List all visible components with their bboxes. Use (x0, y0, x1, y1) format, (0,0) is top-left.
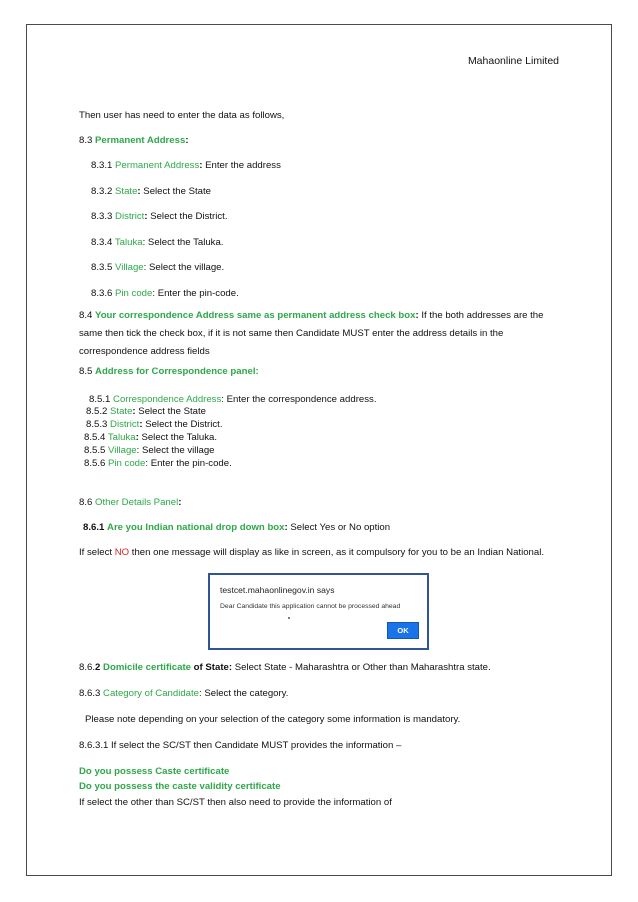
section-text: If the both addresses are the same then tick the check box, if it is not same then Candidate MUST enter the address details in the correspondence address fields (79, 310, 544, 357)
item-8-6-2 (79, 662, 491, 674)
item-8-5-1 (89, 394, 376, 406)
item-number: 8.5.4 (84, 432, 106, 443)
colon: : (132, 406, 136, 417)
item-label: Taluka (107, 432, 136, 443)
item-8-5-6 (84, 458, 232, 470)
item-text: Select State - Maharashtra or Other than Maharashtra state. (232, 662, 491, 673)
item-8-5-5 (84, 445, 215, 457)
text-part: then one message will display as like in screen, as it compulsory for you to be an Indian National. (129, 547, 545, 558)
item-8-3-2 (91, 186, 211, 198)
colon: : (144, 211, 148, 222)
item-8-5-2 (86, 406, 206, 418)
item-8-3-1 (91, 160, 281, 172)
item-text: Select the category. (201, 688, 289, 699)
item-number: 8.3.3 (91, 211, 113, 222)
colon: : (185, 135, 189, 146)
colon: : (136, 445, 140, 456)
other-category-text: If select the other than SC/ST then also need to provide the information of (79, 797, 392, 808)
item-label: Correspondence Address (113, 394, 222, 405)
item-8-3-5 (91, 262, 224, 274)
colon: : (199, 688, 202, 699)
item-text: Select the State (135, 406, 207, 417)
item-label: State (110, 406, 133, 417)
colon: : (152, 288, 156, 299)
colon: : (139, 419, 143, 430)
item-number: 8.3.1 (91, 160, 113, 171)
section-8-6-heading (79, 497, 181, 509)
no-option-text (79, 547, 544, 559)
item-label: Village (108, 445, 137, 456)
item-number: 8.6.3 (79, 688, 101, 699)
colon: : (137, 186, 141, 197)
item-text: Select the Taluka. (145, 237, 224, 248)
item-text: Select the village. (146, 262, 225, 273)
item-text: Enter the pin-code. (148, 458, 232, 469)
section-title: Other Details Panel (95, 497, 179, 508)
item-number: 8.3.2 (91, 186, 113, 197)
section-title: Address for Correspondence panel: (95, 366, 259, 377)
section-number: 8.6 (79, 497, 93, 508)
colon: : (221, 394, 224, 405)
section-number: 8.3 (79, 135, 93, 146)
item-8-5-3 (86, 419, 223, 431)
item-label: Category of Candidate (103, 688, 200, 699)
item-8-6-3 (79, 688, 288, 700)
item-text: Enter the address (202, 160, 281, 171)
item-number: 8.5.2 (86, 406, 108, 417)
item-label: Pin code (115, 288, 153, 299)
item-label: Are you Indian national drop down box (107, 522, 285, 533)
section-8-5-heading (79, 366, 259, 378)
item-number: 8.5.5 (84, 445, 106, 456)
caste-certificate-question: Do you possess Caste certificate (79, 766, 230, 777)
item-label: Taluka (114, 237, 143, 248)
item-number: 8.6.1 (83, 522, 105, 533)
dialog-dot (288, 617, 290, 619)
item-text: Select the State (140, 186, 212, 197)
item-text: Enter the correspondence address. (223, 394, 377, 405)
colon: : (143, 262, 147, 273)
item-8-3-6 (91, 288, 239, 300)
item-8-6-3-1: 8.6.3.1 If select the SC/ST then Candidate MUST provides the information – (79, 740, 402, 751)
item-label: Domicile certificate (103, 662, 192, 673)
intro-text: Then user has need to enter the data as follows, (79, 110, 285, 121)
item-text: Select the District. (147, 211, 228, 222)
category-note: Please note depending on your selection of the category some information is mandatory. (85, 714, 461, 725)
item-text: Select Yes or No option (287, 522, 391, 533)
alert-dialog-screenshot (208, 573, 429, 650)
text-part: If select (79, 547, 115, 558)
item-bold-text: of State: (191, 662, 233, 673)
colon: : (135, 432, 139, 443)
dialog-ok-button[interactable]: OK (387, 622, 419, 639)
item-number: 8.3.4 (91, 237, 113, 248)
item-label: Pin code (108, 458, 146, 469)
item-number: 8.3.6 (91, 288, 113, 299)
item-8-3-3 (91, 211, 228, 223)
item-number: 8.3.5 (91, 262, 113, 273)
dialog-title: testcet.mahaonlinegov.in says (220, 585, 335, 595)
caste-validity-question: Do you possess the caste validity certificate (79, 781, 281, 792)
colon: : (178, 497, 182, 508)
section-number: 8.4 (79, 310, 93, 321)
item-number: 8.5.6 (84, 458, 106, 469)
section-8-4-paragraph (79, 307, 567, 361)
item-number: 8.5.1 (89, 394, 111, 405)
no-highlight: NO (114, 547, 130, 558)
company-header: Mahaonline Limited (467, 55, 559, 67)
colon: : (142, 237, 146, 248)
item-label: State (115, 186, 138, 197)
colon: : (284, 522, 288, 533)
item-8-6-1 (83, 522, 390, 534)
item-label: Village (115, 262, 144, 273)
section-title: Permanent Address (95, 135, 186, 146)
section-8-3-heading (79, 135, 189, 147)
item-number-bold: 2 (95, 662, 101, 673)
item-8-3-4 (91, 237, 223, 249)
item-number: 8.6. (79, 662, 96, 673)
item-label: Permanent Address (115, 160, 200, 171)
section-title: Your correspondence Address same as permanent address check box (95, 310, 416, 321)
item-text: Select the village (139, 445, 215, 456)
colon: : (145, 458, 149, 469)
item-number: 8.5.3 (86, 419, 108, 430)
colon: : (415, 310, 419, 321)
item-label: District (115, 211, 145, 222)
dialog-message: Dear Candidate this application cannot be processed ahead (220, 603, 401, 610)
section-number: 8.5 (79, 366, 93, 377)
item-text: Enter the pin-code. (155, 288, 239, 299)
item-text: Select the District. (142, 419, 223, 430)
colon: : (199, 160, 203, 171)
item-text: Select the Taluka. (138, 432, 218, 443)
item-label: District (110, 419, 140, 430)
item-8-5-4 (84, 432, 217, 444)
